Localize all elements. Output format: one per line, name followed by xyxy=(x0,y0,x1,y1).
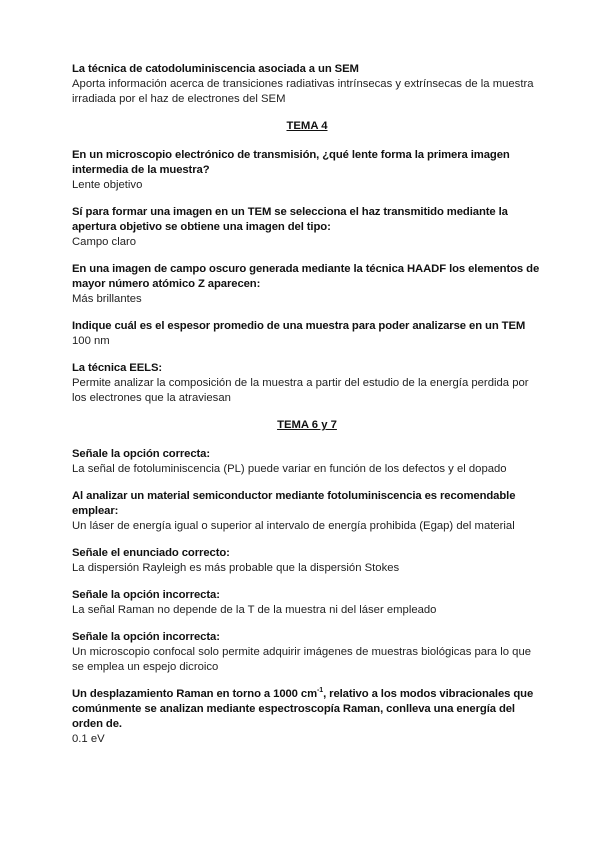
qa-block xyxy=(72,148,542,193)
question: La técnica EELS: xyxy=(72,362,163,374)
qa-block-last xyxy=(72,687,542,747)
question: La técnica de catodoluminiscencia asociada a un SEM xyxy=(72,63,359,75)
question: Indique cuál es el espesor promedio de una muestra para poder analizarse en un TEM xyxy=(72,320,526,332)
question: En un microscopio electrónico de transmisión, ¿qué lente forma la primera imagen intermedia de la muestra? xyxy=(72,149,510,176)
answer: La señal Raman no depende de la T de la muestra ni del láser empleado xyxy=(72,604,437,616)
qa-block xyxy=(72,546,542,576)
qa-block xyxy=(72,361,542,406)
section-heading: TEMA 4 xyxy=(286,120,328,132)
question: Sí para formar una imagen en un TEM se selecciona el haz transmitido mediante la apertura objetivo se obtiene una imagen del tipo: xyxy=(72,206,508,233)
answer: La dispersión Rayleigh es más probable que la dispersión Stokes xyxy=(72,562,400,574)
section-heading: TEMA 6 y 7 xyxy=(277,419,337,431)
question: Señale el enunciado correcto: xyxy=(72,547,230,559)
question: Señale la opción incorrecta: xyxy=(72,589,220,601)
qa-block xyxy=(72,447,542,477)
qa-block xyxy=(72,489,542,534)
answer: Un microscopio confocal solo permite adquirir imágenes de muestras biológicas para lo que se emplea un espejo dicroico xyxy=(72,646,532,673)
answer: 100 nm xyxy=(72,335,110,347)
question: En una imagen de campo oscuro generada mediante la técnica HAADF los elementos de mayor número atómico Z aparecen: xyxy=(72,263,540,290)
question-part: Un desplazamiento Raman en torno a 1000 cm xyxy=(72,688,318,700)
answer: Campo claro xyxy=(72,236,137,248)
question-part: , relativo a los modos vibracionales que comúnmente se analizan mediante espectroscopía Raman, conlleva una energía del orden de. xyxy=(72,688,534,730)
qa-block xyxy=(72,62,542,107)
answer: La señal de fotoluminiscencia (PL) puede variar en función de los defectos y el dopado xyxy=(72,463,507,475)
answer: 0.1 eV xyxy=(72,733,105,745)
superscript: -1 xyxy=(317,687,324,695)
answer: Aporta información acerca de transiciones radiativas intrínsecas y extrínsecas de la muestra irradiada por el haz de electrones del SEM xyxy=(72,78,534,105)
answer: Un láser de energía igual o superior al intervalo de energía prohibida (Egap) del material xyxy=(72,520,515,532)
question: Señale la opción correcta: xyxy=(72,448,211,460)
answer: Lente objetivo xyxy=(72,179,143,191)
qa-block xyxy=(72,319,542,349)
answer: Permite analizar la composición de la muestra a partir del estudio de la energía perdida por los electrones que la atraviesan xyxy=(72,377,529,404)
qa-block xyxy=(72,630,542,675)
question xyxy=(72,687,542,732)
qa-block xyxy=(72,205,542,250)
question: Señale la opción incorrecta: xyxy=(72,631,220,643)
qa-block xyxy=(72,588,542,618)
question: Al analizar un material semiconductor mediante fotoluminiscencia es recomendable emplear: xyxy=(72,490,516,517)
qa-block xyxy=(72,262,542,307)
answer: Más brillantes xyxy=(72,293,142,305)
document-page xyxy=(72,62,542,759)
